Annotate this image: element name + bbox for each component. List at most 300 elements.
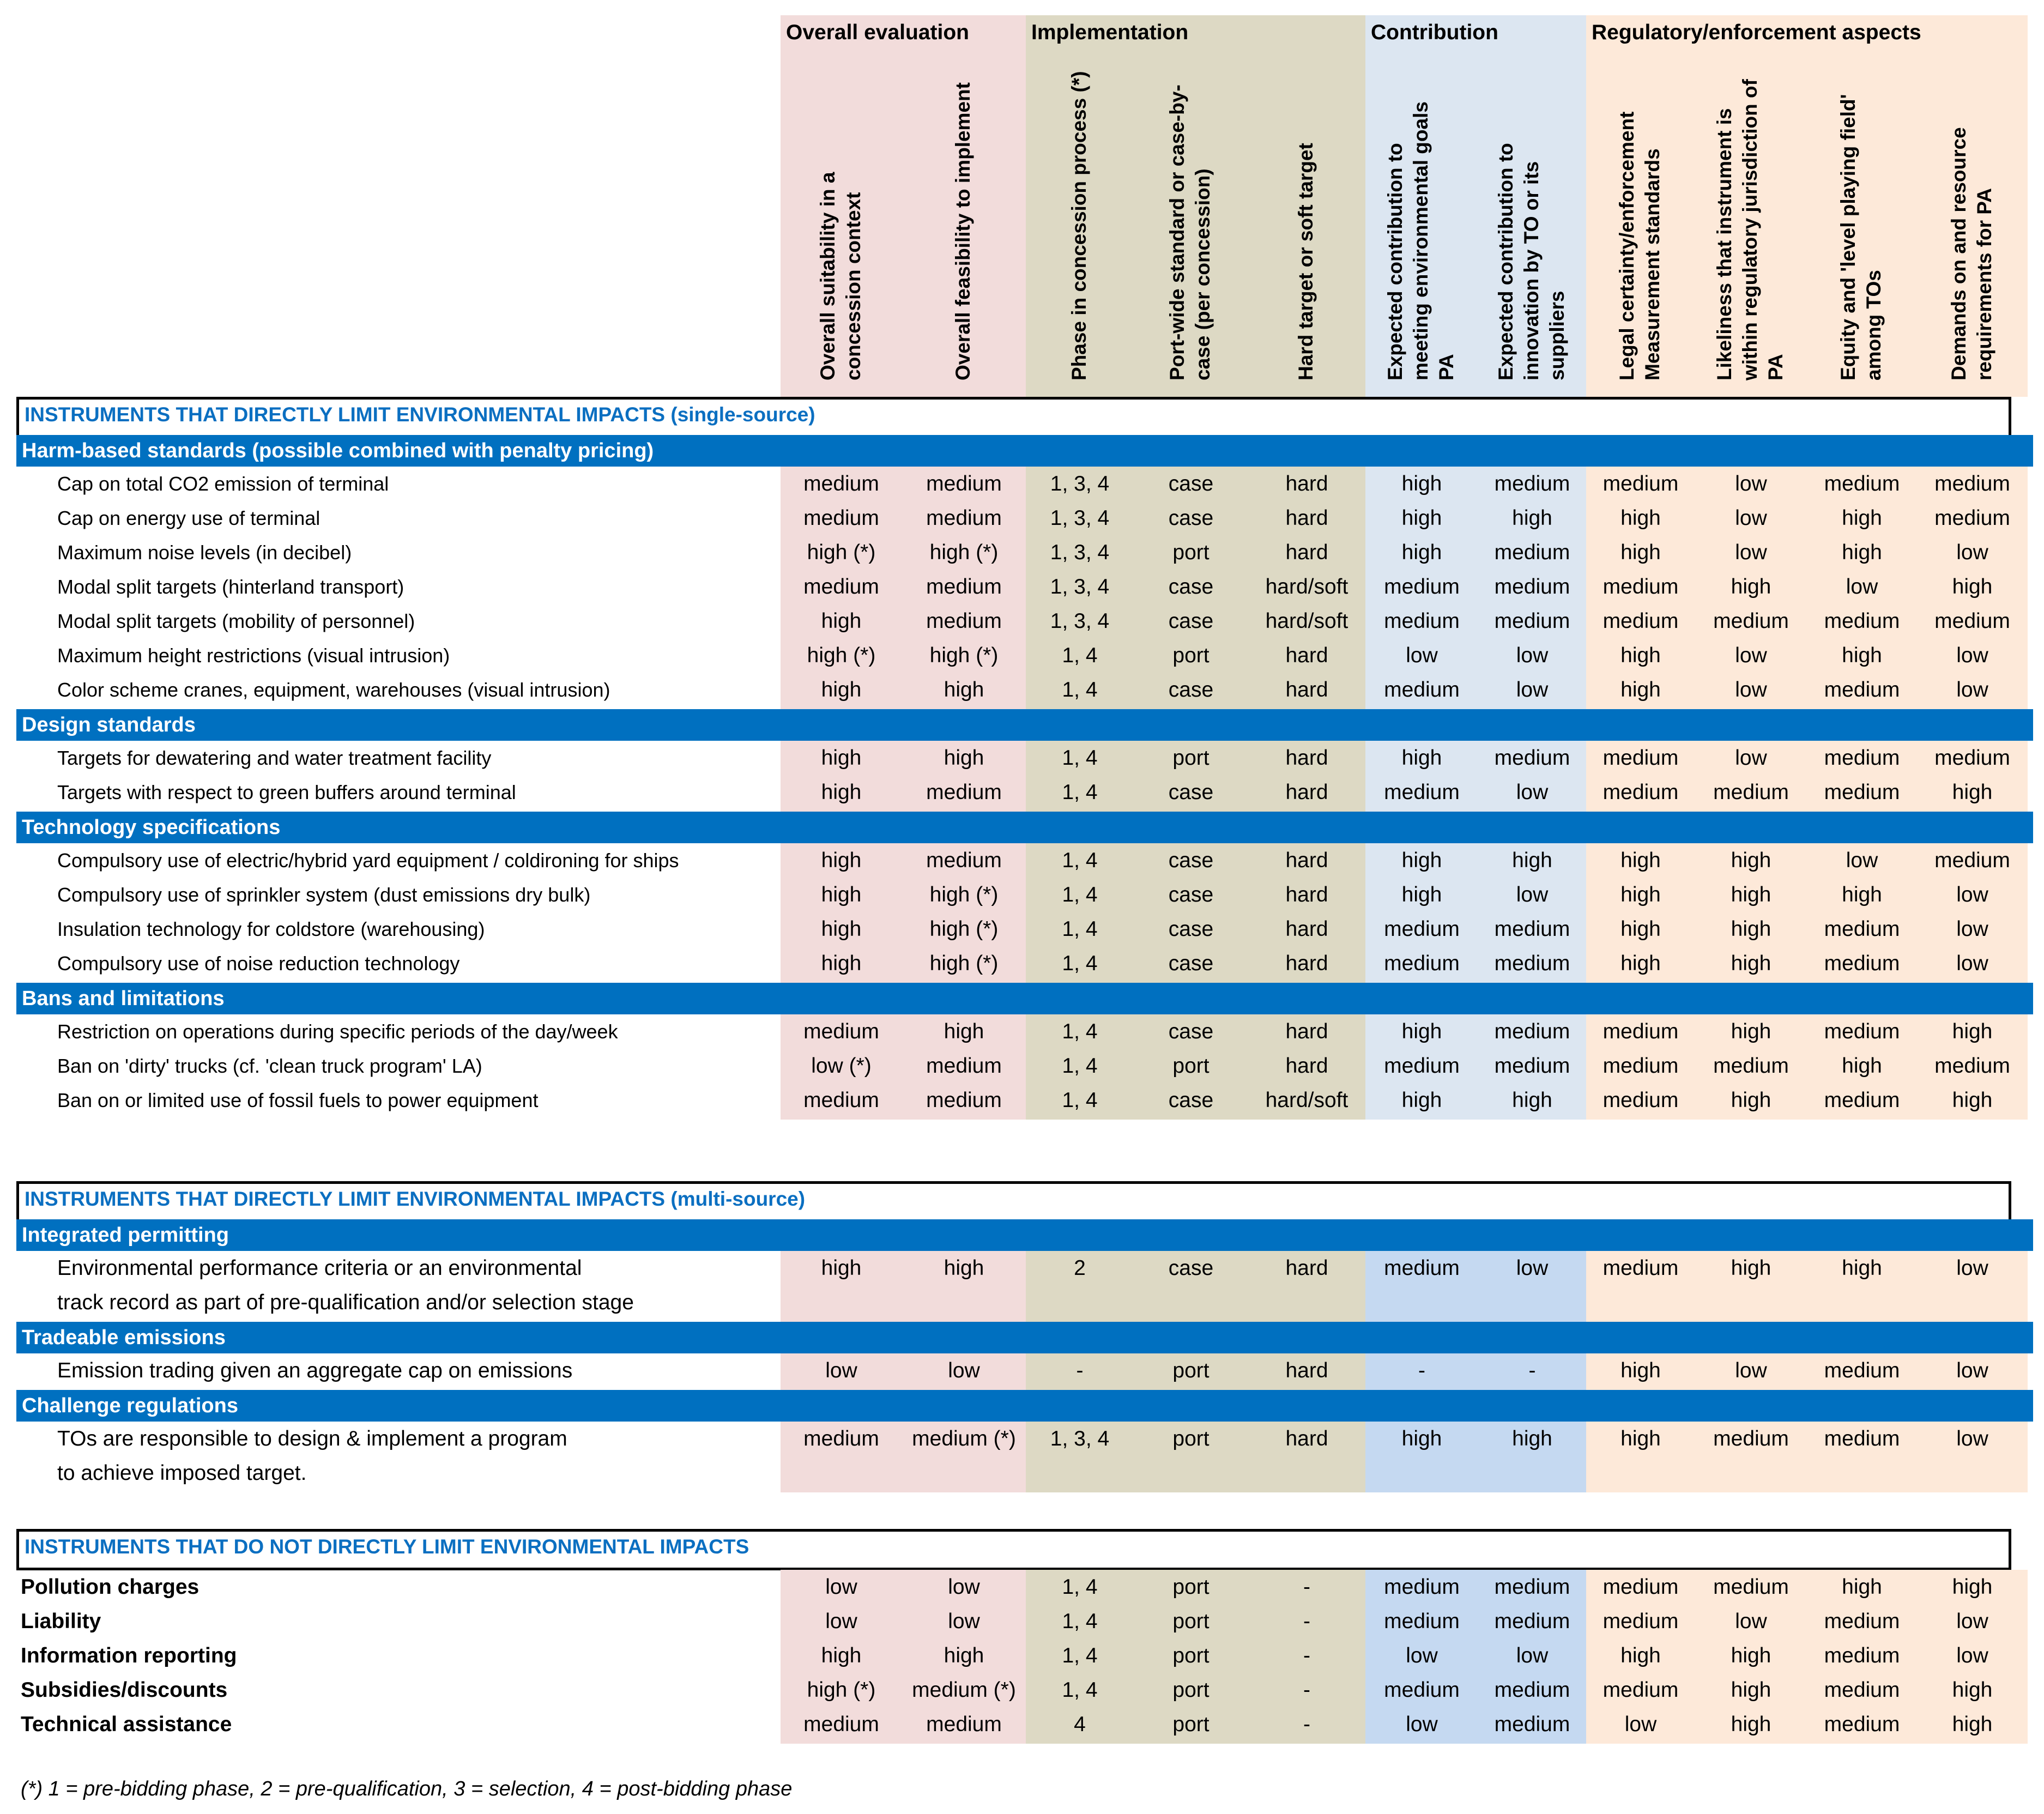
table-cell: high (*) xyxy=(929,917,999,941)
table-cell: high xyxy=(1731,1256,1771,1280)
table-cell: low xyxy=(1516,644,1549,667)
table-cell: hard xyxy=(1285,506,1328,530)
column-header-line: PA xyxy=(1764,354,1787,380)
table-cell: 1, 4 xyxy=(1062,1020,1098,1043)
table-cell: case xyxy=(1168,1089,1214,1112)
table-cell: medium xyxy=(803,575,879,598)
table-cell: medium xyxy=(1934,1054,2010,1078)
table-cell: high xyxy=(1401,1427,1442,1450)
column-header-line: requirements for PA xyxy=(1973,188,1995,380)
table-cell: high (*) xyxy=(929,952,999,975)
row-label: Subsidies/discounts xyxy=(21,1678,228,1702)
instrument-group-title: Integrated permitting xyxy=(16,1219,2033,1251)
table-cell: high xyxy=(821,1644,862,1667)
table-cell: medium xyxy=(1602,1575,1679,1599)
row-label: Technical assistance xyxy=(21,1713,232,1736)
column-header-line: suppliers xyxy=(1545,291,1568,380)
table-cell: high xyxy=(821,609,862,633)
row-label: Modal split targets (mobility of personnel) xyxy=(57,610,415,632)
table-cell: medium xyxy=(1713,1054,1789,1078)
table-cell: medium xyxy=(926,506,1002,530)
table-cell: high xyxy=(1842,1054,1882,1078)
table-cell: hard xyxy=(1285,678,1328,702)
table-cell: high xyxy=(1512,1089,1552,1112)
table-cell: hard xyxy=(1285,849,1328,872)
table-cell: high xyxy=(1620,506,1661,530)
table-cell: hard xyxy=(1285,952,1328,975)
column-header-line: Legal certainty/enforcement xyxy=(1616,111,1638,380)
table-cell: medium xyxy=(1824,781,1900,804)
table-cell: 1, 3, 4 xyxy=(1050,1427,1110,1450)
column-header xyxy=(1066,43,1092,380)
table-cell: low xyxy=(1956,917,1988,941)
table-cell: high xyxy=(1731,883,1771,906)
table-cell: hard xyxy=(1285,1256,1328,1280)
table-cell: medium xyxy=(1602,1610,1679,1633)
table-cell: medium xyxy=(1602,472,1679,495)
table-cell: low xyxy=(1735,678,1767,702)
table-cell: port xyxy=(1172,644,1210,667)
table-cell: high xyxy=(1842,1575,1882,1599)
table-cell: medium xyxy=(1384,1575,1460,1599)
table-cell: medium xyxy=(1934,609,2010,633)
table-cell: 1, 3, 4 xyxy=(1050,541,1110,564)
row-label: Ban on 'dirty' trucks (cf. 'clean truck program' LA) xyxy=(57,1055,482,1077)
table-cell: low xyxy=(1956,644,1988,667)
table-cell: port xyxy=(1172,541,1210,564)
table-cell: case xyxy=(1168,506,1214,530)
table-cell: medium xyxy=(1494,952,1570,975)
table-cell: port xyxy=(1172,1713,1210,1736)
table-cell: 1, 4 xyxy=(1062,952,1098,975)
table-cell: case xyxy=(1168,678,1214,702)
table-cell: high xyxy=(1952,1089,1993,1112)
table-cell: medium xyxy=(1384,781,1460,804)
instrument-group-title: Tradeable emissions xyxy=(16,1322,2033,1353)
row-label: Cap on total CO2 emission of terminal xyxy=(57,473,389,495)
table-cell: high (*) xyxy=(929,644,999,667)
table-cell: high xyxy=(1620,917,1661,941)
row-label: Targets with respect to green buffers around terminal xyxy=(57,781,516,803)
table-cell: medium xyxy=(1384,1054,1460,1078)
table-cell: 1, 4 xyxy=(1062,746,1098,770)
column-header xyxy=(1835,43,1886,380)
table-cell: medium xyxy=(1494,575,1570,598)
table-cell: hard xyxy=(1285,883,1328,906)
table-cell: high xyxy=(821,883,862,906)
table-cell: medium xyxy=(1494,1713,1570,1736)
table-cell: high xyxy=(1952,1575,1993,1599)
table-cell: 1, 4 xyxy=(1062,678,1098,702)
table-cell: high xyxy=(1731,952,1771,975)
instrument-section-title: INSTRUMENTS THAT DIRECTLY LIMIT ENVIRONMENTAL IMPACTS (multi-source) xyxy=(16,1181,2011,1223)
row-label: Emission trading given an aggregate cap on emissions xyxy=(57,1359,573,1382)
table-cell: port xyxy=(1172,1359,1210,1382)
table-cell: case xyxy=(1168,1256,1214,1280)
column-header-line: within regulatory jurisdiction of xyxy=(1739,79,1761,380)
table-cell: low xyxy=(1735,1610,1767,1633)
table-cell: low xyxy=(825,1359,857,1382)
instrument-group-title: Bans and limitations xyxy=(16,983,2033,1014)
table-cell: medium xyxy=(1713,781,1789,804)
table-cell: medium xyxy=(1602,609,1679,633)
column-header xyxy=(1164,43,1215,380)
table-cell: high xyxy=(1731,1644,1771,1667)
table-cell: high xyxy=(1620,678,1661,702)
table-cell: low xyxy=(1956,541,1988,564)
table-cell: - xyxy=(1303,1575,1310,1599)
column-header-line: Expected contribution to xyxy=(1494,143,1517,380)
table-cell: 1, 3, 4 xyxy=(1050,609,1110,633)
table-cell: low xyxy=(1735,644,1767,667)
table-cell: high xyxy=(1731,1678,1771,1702)
table-cell: low xyxy=(948,1359,980,1382)
table-cell: medium xyxy=(1824,1089,1900,1112)
table-cell: high xyxy=(1731,917,1771,941)
table-cell: high xyxy=(1401,506,1442,530)
table-cell: medium xyxy=(1494,541,1570,564)
table-cell: high xyxy=(1620,849,1661,872)
table-cell: 1, 4 xyxy=(1062,1610,1098,1633)
table-cell: low xyxy=(948,1610,980,1633)
column-header-line: concession context xyxy=(842,192,864,380)
table-cell: high xyxy=(1731,1713,1771,1736)
table-cell: low xyxy=(1956,883,1988,906)
instrument-section-title: INSTRUMENTS THAT DO NOT DIRECTLY LIMIT ENVIRONMENTAL IMPACTS xyxy=(16,1529,2011,1570)
table-cell: medium xyxy=(1384,917,1460,941)
row-label: Liability xyxy=(21,1610,101,1633)
table-cell: hard xyxy=(1285,746,1328,770)
table-cell: low xyxy=(1516,883,1549,906)
table-cell: medium xyxy=(803,506,879,530)
table-cell: case xyxy=(1168,917,1214,941)
table-cell: hard xyxy=(1285,472,1328,495)
table-cell: medium xyxy=(1494,1678,1570,1702)
table-cell: low xyxy=(1956,1610,1988,1633)
table-cell: medium xyxy=(1824,1359,1900,1382)
instrument-group-title: Challenge regulations xyxy=(16,1390,2033,1422)
table-cell: - xyxy=(1303,1644,1310,1667)
row-label: Maximum height restrictions (visual intrusion) xyxy=(57,644,450,667)
table-cell: high xyxy=(1620,1359,1661,1382)
table-cell: medium xyxy=(1494,1610,1570,1633)
table-cell: 1, 4 xyxy=(1062,849,1098,872)
table-cell: medium xyxy=(1824,952,1900,975)
table-cell: high xyxy=(1620,1427,1661,1450)
table-cell: - xyxy=(1418,1359,1425,1382)
group-title: Contribution xyxy=(1371,21,1498,44)
table-cell: 1, 4 xyxy=(1062,1575,1098,1599)
table-cell: medium xyxy=(1384,1256,1460,1280)
table-cell: medium xyxy=(1824,1020,1900,1043)
table-cell: high xyxy=(1512,1427,1552,1450)
table-cell: low xyxy=(1624,1713,1657,1736)
table-cell: medium xyxy=(926,575,1002,598)
column-header xyxy=(1946,43,1997,380)
table-cell: 1, 4 xyxy=(1062,1054,1098,1078)
table-cell: medium xyxy=(1494,917,1570,941)
table-cell: high xyxy=(821,917,862,941)
column-header xyxy=(815,43,866,380)
table-cell: high (*) xyxy=(929,541,999,564)
column-header-line: Phase in concession process (*) xyxy=(1067,71,1090,380)
column-header xyxy=(1712,43,1788,380)
column-header-line: Port-wide standard or case-by- xyxy=(1166,84,1188,380)
table-cell: medium xyxy=(1713,609,1789,633)
table-cell: high (*) xyxy=(929,883,999,906)
table-cell: high xyxy=(821,849,862,872)
table-cell: hard/soft xyxy=(1265,575,1348,598)
table-cell: - xyxy=(1303,1713,1310,1736)
table-cell: medium xyxy=(1934,506,2010,530)
row-label: Environmental performance criteria or an environmental xyxy=(57,1256,582,1280)
table-cell: medium xyxy=(926,781,1002,804)
table-cell: case xyxy=(1168,883,1214,906)
table-cell: high xyxy=(944,746,984,770)
table-cell: medium xyxy=(1602,781,1679,804)
table-cell: - xyxy=(1303,1610,1310,1633)
table-cell: port xyxy=(1172,1678,1210,1702)
table-cell: 1, 4 xyxy=(1062,1678,1098,1702)
table-cell: high xyxy=(1731,1089,1771,1112)
table-cell: high xyxy=(1952,1678,1993,1702)
table-cell: medium (*) xyxy=(912,1427,1016,1450)
table-cell: case xyxy=(1168,1020,1214,1043)
row-label-continued: track record as part of pre-qualification and/or selection stage xyxy=(57,1291,634,1314)
table-cell: medium xyxy=(1384,678,1460,702)
table-cell: port xyxy=(1172,1427,1210,1450)
table-cell: medium xyxy=(926,609,1002,633)
table-cell: low xyxy=(1956,1427,1988,1450)
table-cell: high xyxy=(821,781,862,804)
table-cell: medium xyxy=(1934,472,2010,495)
column-header-line: Expected contribution to xyxy=(1384,143,1406,380)
instrument-group-title: Harm-based standards (possible combined with penalty pricing) xyxy=(16,435,2033,467)
table-cell: high xyxy=(944,678,984,702)
column-header xyxy=(1293,43,1319,380)
table-cell: high (*) xyxy=(807,541,876,564)
table-cell: medium xyxy=(1824,1678,1900,1702)
table-cell: low xyxy=(1516,1256,1549,1280)
table-cell: 1, 3, 4 xyxy=(1050,472,1110,495)
table-cell: medium xyxy=(1494,472,1570,495)
table-cell: low xyxy=(1735,472,1767,495)
table-cell: low xyxy=(1406,644,1438,667)
row-label: Compulsory use of electric/hybrid yard equipment / coldironing for ships xyxy=(57,849,679,872)
table-cell: high xyxy=(1401,1020,1442,1043)
table-cell: high xyxy=(1842,644,1882,667)
table-cell: medium xyxy=(1713,1575,1789,1599)
row-label: Targets for dewatering and water treatment facility xyxy=(57,747,492,769)
table-cell: medium xyxy=(926,1713,1002,1736)
table-cell: high xyxy=(1512,849,1552,872)
row-label: Restriction on operations during specific periods of the day/week xyxy=(57,1020,618,1043)
table-cell: high xyxy=(1401,541,1442,564)
table-cell: low xyxy=(1735,1359,1767,1382)
table-cell: low xyxy=(1516,1644,1549,1667)
table-cell: hard xyxy=(1285,541,1328,564)
table-cell: low xyxy=(1956,1644,1988,1667)
table-cell: medium xyxy=(1602,1678,1679,1702)
row-label: Compulsory use of noise reduction technology xyxy=(57,952,460,975)
group-title: Implementation xyxy=(1031,21,1189,44)
column-header xyxy=(1493,43,1570,380)
table-cell: low xyxy=(1846,849,1878,872)
table-cell: medium xyxy=(1934,746,2010,770)
table-cell: 1, 4 xyxy=(1062,781,1098,804)
table-cell: - xyxy=(1528,1359,1536,1382)
table-cell: medium xyxy=(1824,1713,1900,1736)
row-label: Modal split targets (hinterland transport) xyxy=(57,576,404,598)
table-cell: medium xyxy=(1384,952,1460,975)
table-cell: medium xyxy=(1824,472,1900,495)
table-cell: 1, 4 xyxy=(1062,1089,1098,1112)
row-label: Pollution charges xyxy=(21,1575,199,1599)
column-header-line: Hard target or soft target xyxy=(1295,143,1317,380)
table-cell: medium xyxy=(926,472,1002,495)
table-cell: hard xyxy=(1285,1020,1328,1043)
table-cell: high xyxy=(821,746,862,770)
table-cell: hard xyxy=(1285,917,1328,941)
table-cell: high xyxy=(1512,506,1552,530)
table-cell: medium xyxy=(1824,1427,1900,1450)
table-cell: high xyxy=(1401,1089,1442,1112)
table-cell: medium xyxy=(1602,1256,1679,1280)
table-cell: medium xyxy=(926,1089,1002,1112)
table-cell: high xyxy=(1842,883,1882,906)
table-cell: port xyxy=(1172,1610,1210,1633)
table-cell: high xyxy=(821,1256,862,1280)
table-cell: high xyxy=(1620,952,1661,975)
table-cell: medium xyxy=(1824,746,1900,770)
column-header-line: Likeliness that instrument is xyxy=(1713,108,1735,380)
table-cell: high xyxy=(1620,644,1661,667)
table-cell: hard xyxy=(1285,781,1328,804)
table-cell: case xyxy=(1168,575,1214,598)
table-cell: high xyxy=(821,952,862,975)
table-cell: low xyxy=(1735,506,1767,530)
column-header-line: Measurement standards xyxy=(1641,148,1664,380)
table-cell: low xyxy=(1956,1359,1988,1382)
column-header-line: Demands on and resource xyxy=(1947,127,1970,380)
table-cell: medium xyxy=(926,849,1002,872)
table-cell: medium xyxy=(1384,575,1460,598)
table-cell: medium xyxy=(1934,849,2010,872)
table-cell: medium (*) xyxy=(912,1678,1016,1702)
table-cell: medium xyxy=(1494,1054,1570,1078)
table-cell: high xyxy=(1952,1020,1993,1043)
table-cell: medium xyxy=(1494,609,1570,633)
table-cell: port xyxy=(1172,746,1210,770)
table-cell: 1, 4 xyxy=(1062,644,1098,667)
table-cell: 1, 3, 4 xyxy=(1050,506,1110,530)
table-cell: low xyxy=(1516,781,1549,804)
table-cell: high xyxy=(1731,849,1771,872)
table-cell: low xyxy=(825,1610,857,1633)
table-cell: case xyxy=(1168,781,1214,804)
row-label: Color scheme cranes, equipment, warehouses (visual intrusion) xyxy=(57,679,610,701)
table-cell: high xyxy=(1620,1644,1661,1667)
table-cell: medium xyxy=(1494,1575,1570,1599)
table-cell: hard xyxy=(1285,1054,1328,1078)
table-cell: low xyxy=(1735,746,1767,770)
table-cell: - xyxy=(1076,1359,1084,1382)
table-cell: low xyxy=(1406,1644,1438,1667)
table-cell: low xyxy=(1735,541,1767,564)
table-cell: port xyxy=(1172,1054,1210,1078)
group-title: Overall evaluation xyxy=(786,21,969,44)
table-cell: medium xyxy=(1602,1054,1679,1078)
column-header-line: case (per concession) xyxy=(1192,168,1214,380)
table-cell: high xyxy=(1731,1020,1771,1043)
table-cell: high xyxy=(1842,1256,1882,1280)
column-header-line: Overall suitability in a xyxy=(816,172,839,380)
table-cell: medium xyxy=(1713,1427,1789,1450)
table-cell: medium xyxy=(803,1427,879,1450)
table-cell: 1, 3, 4 xyxy=(1050,575,1110,598)
table-cell: medium xyxy=(1494,746,1570,770)
table-cell: hard xyxy=(1285,1359,1328,1382)
table-cell: medium xyxy=(803,472,879,495)
table-cell: high xyxy=(1401,849,1442,872)
table-cell: high (*) xyxy=(807,644,876,667)
table-cell: - xyxy=(1303,1678,1310,1702)
table-cell: medium xyxy=(803,1713,879,1736)
table-cell: medium xyxy=(1824,609,1900,633)
table-cell: high xyxy=(944,1020,984,1043)
table-cell: high xyxy=(1842,541,1882,564)
group-title: Regulatory/enforcement aspects xyxy=(1592,21,1921,44)
table-cell: medium xyxy=(803,1089,879,1112)
row-label: Maximum noise levels (in decibel) xyxy=(57,541,352,564)
table-cell: low xyxy=(1956,1256,1988,1280)
table-cell: case xyxy=(1168,849,1214,872)
table-cell: low xyxy=(1406,1713,1438,1736)
table-cell: medium xyxy=(803,1020,879,1043)
table-cell: medium xyxy=(1384,1678,1460,1702)
table-cell: high xyxy=(944,1256,984,1280)
table-cell: medium xyxy=(1602,1089,1679,1112)
table-cell: 1, 4 xyxy=(1062,1644,1098,1667)
table-cell: hard xyxy=(1285,1427,1328,1450)
table-cell: high xyxy=(1952,575,1993,598)
instrument-section-title: INSTRUMENTS THAT DIRECTLY LIMIT ENVIRONMENTAL IMPACTS (single-source) xyxy=(16,397,2011,438)
row-label: Information reporting xyxy=(21,1644,237,1667)
table-cell: low (*) xyxy=(811,1054,872,1078)
table-cell: low xyxy=(1956,678,1988,702)
row-label: Cap on energy use of terminal xyxy=(57,507,320,529)
table-cell: high xyxy=(1401,746,1442,770)
row-label: Ban on or limited use of fossil fuels to power equipment xyxy=(57,1089,539,1111)
table-cell: high xyxy=(1731,575,1771,598)
column-header xyxy=(1614,43,1665,380)
table-cell: low xyxy=(948,1575,980,1599)
column-header xyxy=(950,43,976,380)
table-cell: high xyxy=(1952,1713,1993,1736)
column-header-line: Overall feasibility to implement xyxy=(952,82,974,380)
table-cell: high xyxy=(1842,506,1882,530)
table-cell: case xyxy=(1168,472,1214,495)
footnote: (*) 1 = pre-bidding phase, 2 = pre-qualification, 3 = selection, 4 = post-bidding phase xyxy=(21,1777,793,1800)
table-cell: low xyxy=(1846,575,1878,598)
table-cell: medium xyxy=(1824,1610,1900,1633)
table-cell: high xyxy=(1401,883,1442,906)
table-cell: medium xyxy=(1384,1610,1460,1633)
column-header-line: PA xyxy=(1435,354,1458,380)
table-cell: high (*) xyxy=(807,1678,876,1702)
table-cell: 1, 4 xyxy=(1062,883,1098,906)
table-cell: medium xyxy=(1602,1020,1679,1043)
